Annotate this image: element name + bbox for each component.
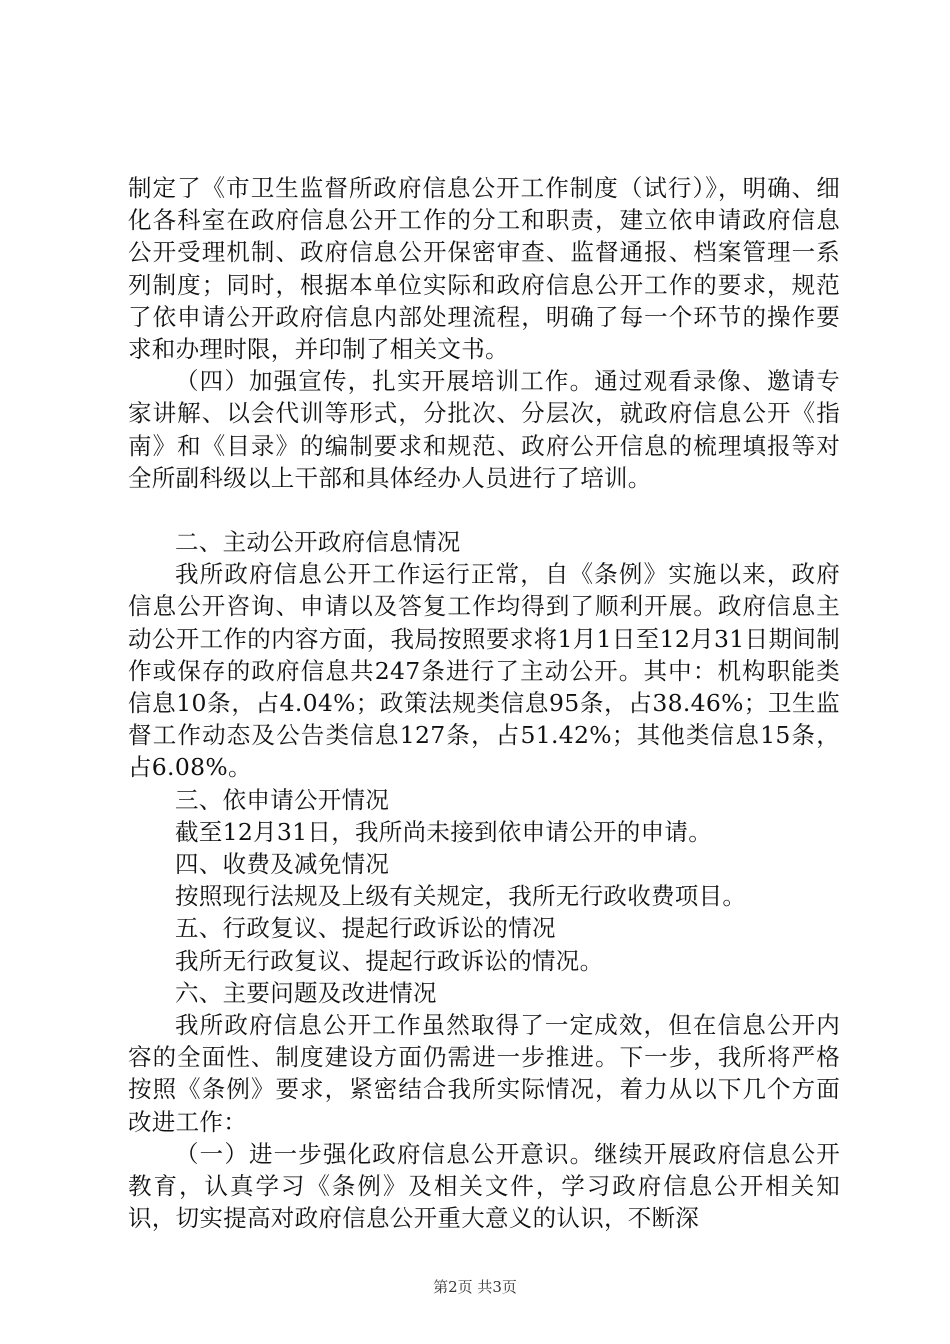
- paragraph-training: （四）加强宣传，扎实开展培训工作。通过观看录像、邀请专家讲解、以会代训等形式，分批次、分层次，就政府信息公开《指南》和《目录》的编制要求和规范、政府公开信息的梳理填报等对全所副科级以上干部和具体经办人员进行了培训。: [128, 367, 840, 492]
- section-heading-problems: 六、主要问题及改进情况: [175, 978, 437, 1007]
- paragraph-regulations: 制定了《市卫生监督所政府信息公开工作制度（试行）》，明确、细化各科室在政府信息公开工作的分工和职责，建立依申请政府信息公开受理机制、政府信息公开保密审查、监督通报、档案管理一系列制度；同时，根据本单位实际和政府信息公开工作的要求，规范了依申请公开政府信息内部处理流程，明确了每一个环节的操作要求和办理时限，并印制了相关文书。: [128, 174, 840, 364]
- paragraph-review-litigation: 我所无行政复议、提起行政诉讼的情况。: [175, 946, 604, 975]
- document-body: [128, 172, 840, 1235]
- section-heading-application-disclosure: 三、依申请公开情况: [175, 785, 390, 814]
- paragraph-active-disclosure: 我所政府信息公开工作运行正常，自《条例》实施以来，政府信息公开咨询、申请以及答复工作均得到了顺利开展。政府信息主动公开工作的内容方面，我局按照要求将1月1日至12月31日期间制作或保存的政府信息共247条进行了主动公开。其中：机构职能类信息10条，占4.04%；政策法规类信息95条，占38.46%；卫生监督工作动态及公告类信息127条，占51.42%；其他类信息15条，占6.08%。: [128, 560, 840, 782]
- paragraph-fees: 按照现行法规及上级有关规定，我所无行政收费项目。: [175, 882, 747, 911]
- paragraph-problems: 我所政府信息公开工作虽然取得了一定成效，但在信息公开内容的全面性、制度建设方面仍需进一步推进。下一步，我所将严格按照《条例》要求，紧密结合我所实际情况，着力从以下几个方面改进工作：: [128, 1011, 840, 1136]
- section-heading-review-litigation: 五、行政复议、提起行政诉讼的情况: [175, 914, 556, 943]
- paragraph-application-disclosure: 截至12月31日，我所尚未接到依申请公开的申请。: [175, 817, 713, 846]
- section-heading-fees: 四、收费及减免情况: [175, 850, 390, 879]
- page-number-footer: 第2页 共3页: [433, 1278, 517, 1296]
- paragraph-awareness: （一）进一步强化政府信息公开意识。继续开展政府信息公开教育，认真学习《条例》及相关文件，学习政府信息公开相关知识，切实提高对政府信息公开重大意义的认识，不断深: [128, 1139, 840, 1233]
- paragraph-gap: [128, 494, 840, 526]
- section-heading-active-disclosure: 二、主动公开政府信息情况: [175, 528, 461, 557]
